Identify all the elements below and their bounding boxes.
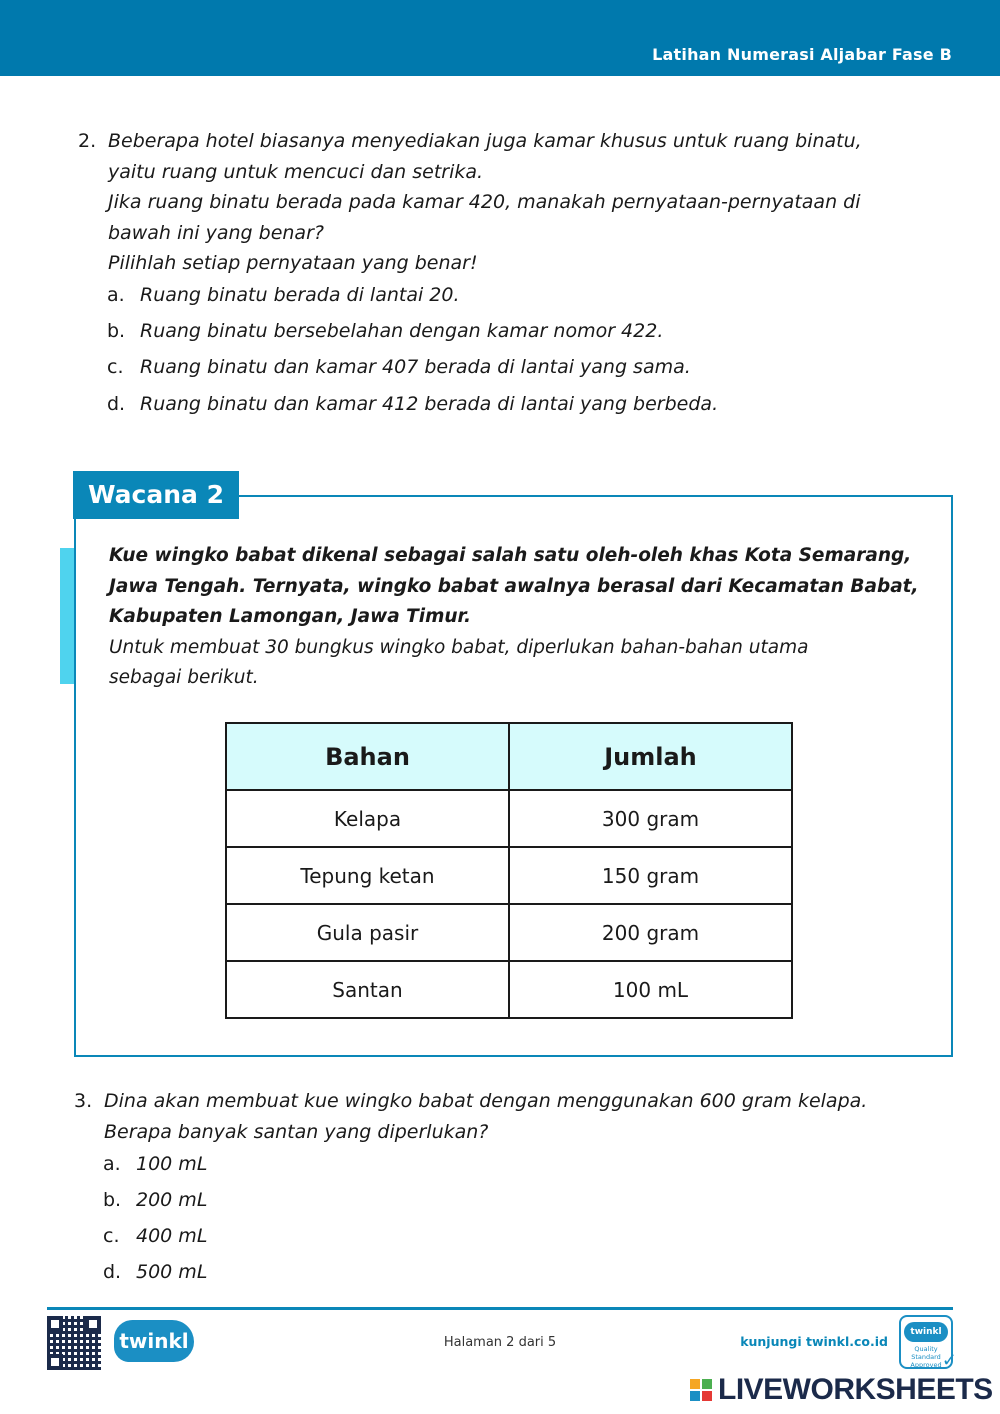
option-label: d. [107, 393, 126, 415]
question-number: 2. [78, 130, 97, 152]
stem-line: Pilihlah setiap pernyataan yang benar! [108, 252, 478, 274]
ingredients-table [225, 722, 793, 1019]
table-row [226, 904, 792, 961]
qr-code-icon[interactable] [47, 1316, 101, 1370]
option-text: 200 mL [136, 1189, 208, 1211]
option-label: a. [103, 1153, 121, 1175]
cell-bahan: Gula pasir [226, 904, 509, 961]
cell-jumlah: 100 mL [509, 961, 792, 1018]
question-number: 3. [74, 1090, 93, 1112]
check-icon: ✓ [941, 1350, 957, 1371]
header-jumlah: Jumlah [509, 723, 792, 790]
table-row [226, 847, 792, 904]
cell-jumlah: 150 gram [509, 847, 792, 904]
option-label: c. [103, 1225, 120, 1247]
twinkl-logo[interactable]: twinkl [114, 1320, 194, 1362]
wacana-title: Wacana 2 [73, 471, 239, 519]
worksheet-title: Latihan Numerasi Aljabar Fase B [652, 45, 952, 64]
option-label: c. [107, 356, 124, 378]
question-stem [108, 126, 908, 279]
option-text: Ruang binatu dan kamar 412 berada di lantai yang berbeda. [140, 393, 719, 415]
stem-line: Beberapa hotel biasanya menyediakan juga kamar khusus untuk ruang binatu, [108, 130, 862, 152]
table-row [226, 790, 792, 847]
option-label: b. [107, 320, 126, 342]
option-text: 500 mL [136, 1261, 208, 1283]
passage-line: Untuk membuat 30 bungkus wingko babat, diperlukan bahan-bahan utama [109, 636, 809, 658]
header-bar [0, 0, 1000, 76]
cell-jumlah: 200 gram [509, 904, 792, 961]
liveworksheets-watermark[interactable] [690, 1372, 993, 1408]
stem-line: bawah ini yang benar? [108, 221, 324, 244]
stem-line: yaitu ruang untuk mencuci dan setrika. [108, 160, 484, 183]
stem-line: Jika ruang binatu berada pada kamar 420, manakah pernyataan-pernyataan di [108, 191, 861, 213]
option-text: 100 mL [136, 1153, 208, 1175]
cell-jumlah: 300 gram [509, 790, 792, 847]
option-label: a. [107, 284, 125, 306]
passage-line: Kue wingko babat dikenal sebagai salah satu oleh-oleh khas Kota Semarang, [109, 545, 912, 566]
question-3 [74, 1086, 934, 1148]
option-label: b. [103, 1189, 122, 1211]
cell-bahan: Tepung ketan [226, 847, 509, 904]
passage-line: Kabupaten Lamongan, Jawa Timur. [109, 606, 472, 627]
badge-logo: twinkl [904, 1322, 948, 1342]
quality-badge-icon [899, 1315, 957, 1371]
table-header-row [226, 723, 792, 790]
badge-text: Quality Standard Approved [910, 1345, 942, 1369]
option-text: 400 mL [136, 1225, 208, 1247]
page-number: Halaman 2 dari 5 [443, 1335, 557, 1350]
footer-divider [47, 1307, 953, 1310]
passage-line: sebagai berikut. [109, 667, 259, 688]
accent-bar [60, 548, 74, 684]
stem-line: Berapa banyak santan yang diperlukan? [104, 1120, 489, 1143]
liveworksheets-logo-icon [690, 1379, 712, 1401]
option-text: Ruang binatu berada di lantai 20. [140, 284, 460, 306]
question-stem [104, 1086, 904, 1147]
option-text: Ruang binatu bersebelahan dengan kamar nomor 422. [140, 320, 664, 342]
table-row [226, 961, 792, 1018]
cell-bahan: Kelapa [226, 790, 509, 847]
passage-line: Jawa Tengah. Ternyata, wingko babat awalnya berasal dari Kecamatan Babat, [109, 575, 919, 597]
option-text: Ruang binatu dan kamar 407 berada di lantai yang sama. [140, 356, 691, 378]
visit-link[interactable]: kunjungi twinkl.co.id [740, 1334, 888, 1349]
cell-bahan: Santan [226, 961, 509, 1018]
option-label: d. [103, 1261, 122, 1283]
stem-line: Dina akan membuat kue wingko babat dengan menggunakan 600 gram kelapa. [104, 1090, 868, 1112]
question-2 [78, 126, 938, 281]
watermark-text: LIVEWORKSHEETS [718, 1373, 993, 1406]
header-bahan: Bahan [226, 723, 509, 790]
wacana-passage [109, 541, 919, 694]
